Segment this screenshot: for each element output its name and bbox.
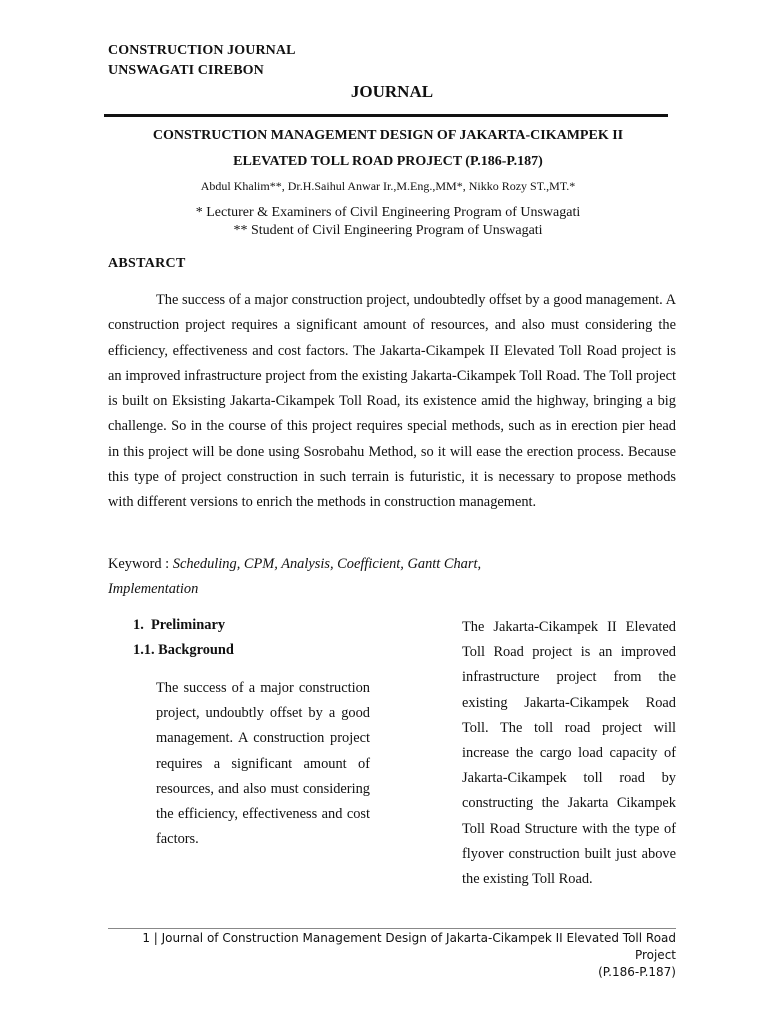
subsection-heading-background: 1.1. Background (133, 642, 234, 658)
header-divider (104, 114, 668, 117)
footer-line2: (P.186-P.187) (598, 965, 676, 979)
abstract-heading: ABSTARCT (108, 256, 186, 271)
paper-title-line1: CONSTRUCTION MANAGEMENT DESIGN OF JAKARTA-CIKAMPEK II (152, 128, 624, 143)
keyword-terms: Scheduling, CPM, Analysis, Coefficient, Gantt Chart, (172, 556, 482, 572)
authors: Abdul Khalim**, Dr.H.Saihul Anwar Ir.,M.Eng.,MM*, Nikko Rozy ST.,MT.* (200, 179, 576, 193)
keyword-terms-cont: Implementation (108, 581, 199, 597)
paper-title-line2: ELEVATED TOLL ROAD PROJECT (P.186-P.187) (233, 154, 543, 169)
keywords (108, 552, 668, 602)
footer-line1: 1 | Journal of Construction Management Design of Jakarta-Cikampek II Elevated Toll Road Project (142, 931, 676, 962)
footer-divider (108, 928, 676, 929)
keyword-label: Keyword : (108, 556, 173, 572)
institution-name: UNSWAGATI CIREBON (108, 63, 264, 78)
section-heading-preliminary: 1. Preliminary (133, 617, 226, 633)
background-paragraph-right: The Jakarta-Cikampek II Elevated Toll Road project is an improved infrastructure project from the existing Jakarta-Cikampek Road Toll. The toll road project will increase the cargo load capacity of Jakarta-Cikampek toll road by constructing the Jakarta Cikampek Toll Road Structure with the type of flyover construction built just above the existing Toll Road. (462, 619, 676, 888)
affiliation-student: ** Student of Civil Engineering Program of Unswagati (233, 223, 543, 238)
background-paragraph-left: The success of a major construction project, undoubtly offset by a good management. A construction project requires a significant amount of resources, and also must considering the efficiency, effectiveness and cost factors. (156, 680, 370, 848)
journal-name: CONSTRUCTION JOURNAL (108, 43, 296, 58)
abstract-body: The success of a major construction project, undoubtedly offset by a good management. A construction project requires a significant amount of resources, and also must considering the efficiency, effectiveness and cost factors. The Jakarta-Cikampek II Elevated Toll Road project is an improved infrastructure project from the existing Jakarta-Cikampek Toll Road. The Toll project is built on Eksisting Jakarta-Cikampek Toll Road, its existence amid the highway, bringing a big challenge. So in the course of this project requires special methods, such as in erection pier head in this project will be done using Sosrobahu Method, so it will ease the erection process. Because this type of project construction in such terrain is futuristic, it is necessary to propose methods with different versions to enrich the methods in construction management. (108, 292, 676, 511)
journal-label: JOURNAL (350, 82, 434, 101)
affiliation-lecturer: * Lecturer & Examiners of Civil Engineering Program of Unswagati (195, 205, 581, 220)
page-footer (108, 930, 676, 981)
